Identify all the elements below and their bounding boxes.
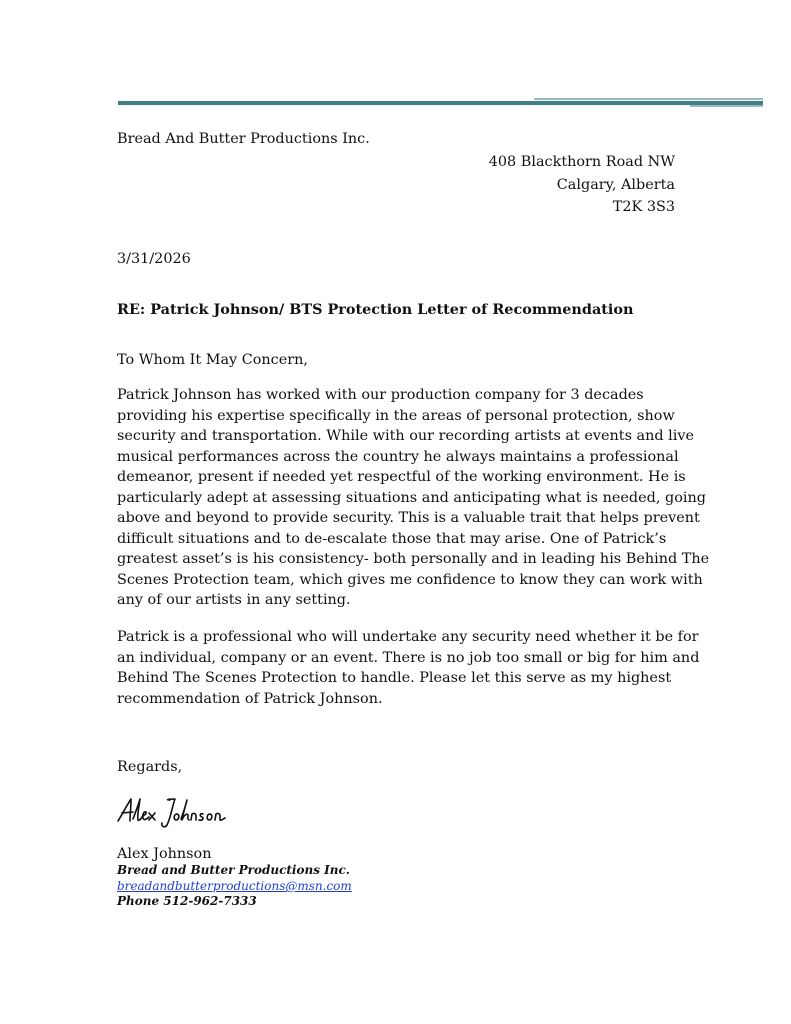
body-paragraph-2 xyxy=(117,627,700,709)
letter-date: 3/31/2026 xyxy=(117,251,191,267)
paragraph-line: Scenes Protection team, which gives me confidence to know they can work with xyxy=(117,571,703,588)
paragraph-line: particularly adept at assessing situations and anticipating what is needed, going xyxy=(117,489,706,506)
paragraph-line: difficult situations and to de-escalate those that may arise. One of Patrick’s xyxy=(117,530,667,547)
address-line: 408 Blackthorn Road NW xyxy=(488,154,675,170)
paragraph-line: Patrick is a professional who will undertake any security need whether it be for xyxy=(117,629,699,645)
signer-email-link[interactable]: breadandbutterproductions@msn.com xyxy=(117,879,352,893)
body-paragraph-1 xyxy=(117,385,710,611)
paragraph-line: an individual, company or an event. There is no job too small or big for him and xyxy=(117,649,700,666)
handwritten-signature xyxy=(115,795,230,829)
signer-name: Alex Johnson xyxy=(117,846,212,862)
salutation: To Whom It May Concern, xyxy=(117,352,308,368)
address-line: T2K 3S3 xyxy=(612,199,675,215)
paragraph-line: providing his expertise specifically in the areas of personal protection, show xyxy=(117,407,675,424)
paragraph-line: Behind The Scenes Protection to handle. Please let this serve as my highest xyxy=(117,670,672,686)
paragraph-line: musical performances across the country he always maintains a professional xyxy=(117,448,679,465)
paragraph-line: recommendation of Patrick Johnson. xyxy=(117,690,383,707)
paragraph-line: any of our artists in any setting. xyxy=(117,592,351,608)
closing: Regards, xyxy=(117,759,183,775)
signer-company: Bread and Butter Productions Inc. xyxy=(117,863,350,877)
letterhead-company: Bread And Butter Productions Inc. xyxy=(117,131,370,147)
paragraph-line: Patrick Johnson has worked with our production company for 3 decades xyxy=(117,387,644,403)
signer-phone: Phone 512-962-7333 xyxy=(117,894,257,908)
header-rule-accent-lower xyxy=(690,105,763,107)
header-rule-accent xyxy=(534,98,763,100)
header-rule xyxy=(118,101,763,105)
paragraph-line: demeanor, present if needed yet respectful of the working environment. He is xyxy=(117,469,686,485)
paragraph-line: above and beyond to provide security. This is a valuable trait that helps prevent xyxy=(117,510,700,526)
paragraph-line: greatest asset’s is his consistency- both personally and in leading his Behind The xyxy=(117,551,710,567)
address-line: Calgary, Alberta xyxy=(556,176,675,193)
letterhead-address xyxy=(440,151,675,219)
letter-subject: RE: Patrick Johnson/ BTS Protection Letter of Recommendation xyxy=(117,301,634,318)
paragraph-line: security and transportation. While with our recording artists at events and live xyxy=(117,428,695,444)
